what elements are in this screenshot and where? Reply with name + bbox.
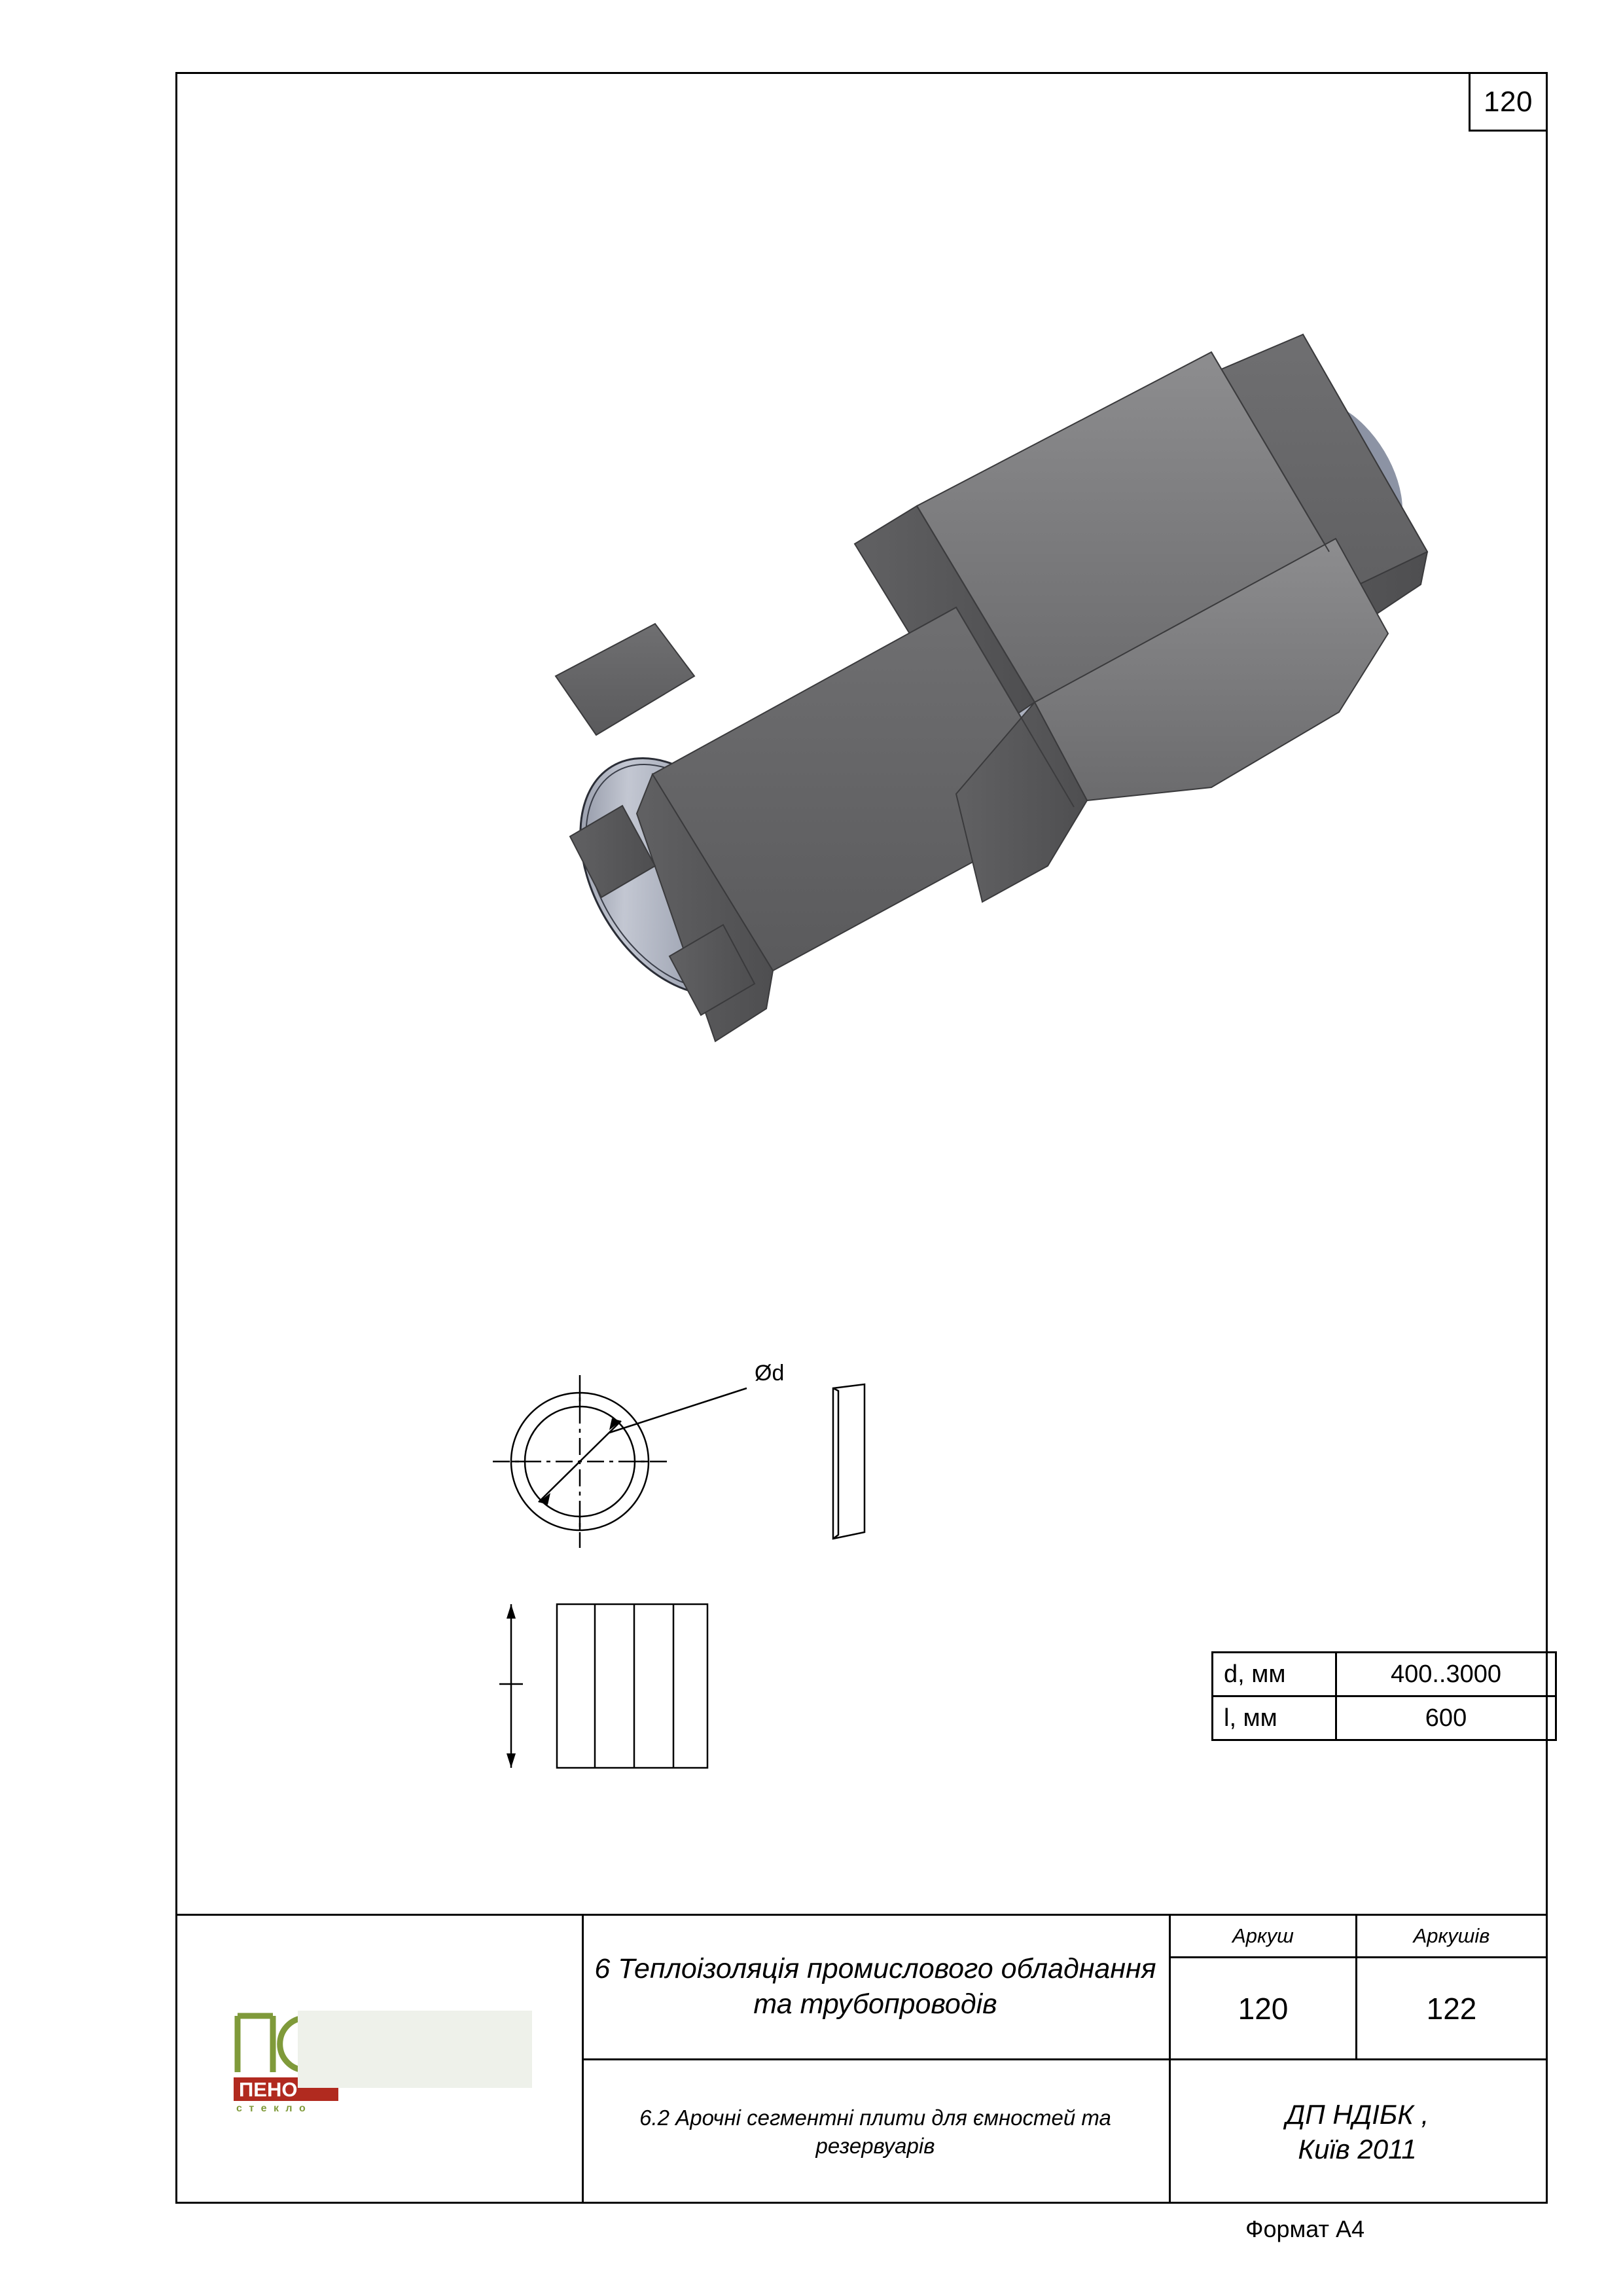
sheet-number-value: 120 — [1238, 1991, 1289, 2026]
pipe-side-view — [499, 1604, 707, 1768]
format-label: Формат А4 — [1245, 2215, 1364, 2242]
company-logo — [177, 1916, 582, 2204]
logo-brand-sub: с т е к л о — [236, 2103, 308, 2114]
dimension-value: 400..3000 — [1336, 1653, 1556, 1696]
pipe-3d-geometry — [540, 334, 1427, 1041]
organization-line-1: ДП НДІБК , — [1285, 2099, 1429, 2130]
page-number-box — [1469, 74, 1546, 132]
sheet-frame — [175, 72, 1548, 2204]
arc-segment-plate-view — [833, 1384, 865, 1539]
logo-background — [298, 2011, 532, 2088]
title-block — [177, 1914, 1546, 2202]
table-row — [1213, 1696, 1556, 1740]
sheet-header-label: Аркуш — [1232, 1924, 1294, 1947]
dimensions-table — [1211, 1651, 1557, 1741]
dimension-value: 600 — [1336, 1696, 1556, 1740]
dimension-label: d, мм — [1213, 1653, 1336, 1696]
table-row — [1213, 1653, 1556, 1696]
page-number-value: 120 — [1484, 85, 1533, 118]
organization-block — [1169, 2060, 1546, 2204]
section-title: 6 Теплоізоляція промислового обладнання та трубопроводів — [594, 1953, 1156, 2020]
pipe-cross-section-view — [493, 1375, 747, 1548]
organization-line-2: Київ 2011 — [1298, 2133, 1417, 2164]
sheets-total-value: 122 — [1426, 1991, 1477, 2026]
subsection-title: 6.2 Арочні сегментні плити для ємностей та резервуарів — [639, 2105, 1111, 2158]
sheets-header-label: Аркушів — [1413, 1924, 1490, 1947]
dimension-label: l, мм — [1213, 1696, 1336, 1740]
logo-brand-main: ПЕНО — [239, 2078, 298, 2101]
diameter-label: Ød — [755, 1361, 785, 1386]
orthographic-views — [459, 1357, 1179, 1802]
pipe-insulation-illustration — [459, 277, 1532, 1147]
